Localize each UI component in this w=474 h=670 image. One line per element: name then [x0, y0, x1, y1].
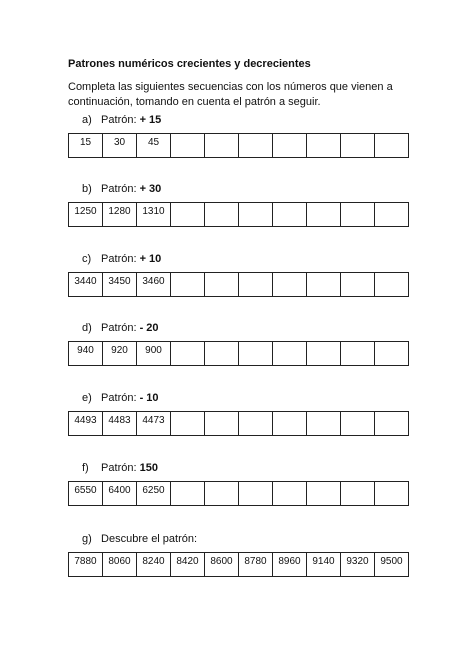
- pattern-value: + 10: [139, 253, 162, 265]
- instructions-line-2: continuación, tomando en cuenta el patrón a seguir.: [68, 96, 321, 108]
- sequence-cell: [137, 553, 171, 577]
- cell-value: [171, 482, 204, 484]
- pattern-value: 150: [139, 462, 158, 474]
- cell-value: 6400: [108, 485, 131, 496]
- pattern-label: Patrón:: [98, 462, 140, 474]
- cell-value: 8960: [278, 556, 301, 567]
- cell-value: 15: [79, 137, 92, 148]
- blank-answer-cell[interactable]: [171, 134, 205, 158]
- sequence-row: [69, 553, 409, 577]
- sequence-cell: [137, 482, 171, 506]
- sequence-row: [69, 412, 409, 436]
- pattern-label: Patrón:: [98, 183, 140, 195]
- exercise-label: [82, 114, 161, 126]
- sequence-cell: [137, 412, 171, 436]
- exercise-label: [82, 462, 158, 474]
- blank-answer-cell[interactable]: [307, 203, 341, 227]
- exercise-label: [82, 322, 159, 334]
- cell-value: [205, 273, 238, 275]
- cell-value: [171, 134, 204, 136]
- cell-value: [273, 203, 306, 205]
- cell-value: [341, 482, 374, 484]
- cell-value: 8420: [176, 556, 199, 567]
- exercise-letter: e): [82, 392, 92, 404]
- blank-answer-cell[interactable]: [171, 342, 205, 366]
- cell-value: [205, 412, 238, 414]
- sequence-cell: [137, 342, 171, 366]
- exercise-letter: g): [82, 533, 92, 545]
- cell-value: 1310: [142, 206, 165, 217]
- pattern-label: Patrón:: [98, 392, 140, 404]
- cell-value: 4473: [142, 415, 165, 426]
- exercise-label: [82, 253, 161, 265]
- cell-value: 3450: [108, 276, 131, 287]
- instructions-line-1: Completa las siguientes secuencias con los números que vienen a: [68, 81, 393, 93]
- cell-value: 6550: [74, 485, 97, 496]
- sequence-cell: [103, 553, 137, 577]
- cell-value: [307, 482, 340, 484]
- blank-answer-cell[interactable]: [341, 342, 375, 366]
- sequence-table: [68, 202, 409, 227]
- blank-answer-cell[interactable]: [239, 134, 273, 158]
- blank-answer-cell[interactable]: [307, 342, 341, 366]
- cell-value: [273, 482, 306, 484]
- sequence-cell: [171, 553, 205, 577]
- pattern-value: + 15: [139, 114, 162, 126]
- pattern-value: - 10: [139, 392, 159, 404]
- cell-value: 30: [113, 137, 126, 148]
- blank-answer-cell[interactable]: [341, 412, 375, 436]
- blank-answer-cell[interactable]: [205, 273, 239, 297]
- blank-answer-cell[interactable]: [205, 412, 239, 436]
- blank-answer-cell[interactable]: [273, 273, 307, 297]
- sequence-cell: [273, 553, 307, 577]
- cell-value: [239, 482, 272, 484]
- blank-answer-cell[interactable]: [375, 482, 409, 506]
- cell-value: 8600: [210, 556, 233, 567]
- blank-answer-cell[interactable]: [273, 134, 307, 158]
- cell-value: 8240: [142, 556, 165, 567]
- blank-answer-cell[interactable]: [205, 134, 239, 158]
- exercise-label: [82, 183, 161, 195]
- blank-answer-cell[interactable]: [307, 412, 341, 436]
- sequence-cell: [137, 134, 171, 158]
- blank-answer-cell[interactable]: [239, 342, 273, 366]
- cell-value: [341, 342, 374, 344]
- blank-answer-cell[interactable]: [375, 203, 409, 227]
- cell-value: 1250: [74, 206, 97, 217]
- cell-value: [341, 273, 374, 275]
- sequence-cell: [103, 482, 137, 506]
- blank-answer-cell[interactable]: [205, 482, 239, 506]
- blank-answer-cell[interactable]: [375, 412, 409, 436]
- blank-answer-cell[interactable]: [273, 482, 307, 506]
- sequence-cell: [103, 134, 137, 158]
- sequence-table: [68, 133, 409, 158]
- cell-value: [375, 273, 408, 275]
- blank-answer-cell[interactable]: [171, 273, 205, 297]
- cell-value: 8780: [244, 556, 267, 567]
- sequence-cell: [69, 412, 103, 436]
- pattern-value: + 30: [139, 183, 162, 195]
- cell-value: [307, 203, 340, 205]
- exercise-label: [82, 392, 159, 404]
- cell-value: [307, 342, 340, 344]
- exercise-letter: b): [82, 183, 92, 195]
- blank-answer-cell[interactable]: [273, 412, 307, 436]
- sequence-cell: [69, 273, 103, 297]
- cell-value: [375, 412, 408, 414]
- cell-value: [239, 203, 272, 205]
- blank-answer-cell[interactable]: [205, 203, 239, 227]
- sequence-table: [68, 411, 409, 436]
- sequence-cell: [69, 203, 103, 227]
- cell-value: [375, 482, 408, 484]
- pattern-label: Patrón:: [98, 253, 140, 265]
- blank-answer-cell[interactable]: [307, 134, 341, 158]
- cell-value: 45: [147, 137, 160, 148]
- sequence-cell: [375, 553, 409, 577]
- cell-value: [205, 203, 238, 205]
- sequence-cell: [137, 273, 171, 297]
- sequence-cell: [307, 553, 341, 577]
- exercise-letter: a): [82, 114, 92, 126]
- blank-answer-cell[interactable]: [375, 273, 409, 297]
- sequence-row: [69, 273, 409, 297]
- cell-value: 940: [77, 345, 94, 356]
- sequence-row: [69, 203, 409, 227]
- blank-answer-cell[interactable]: [375, 134, 409, 158]
- sequence-cell: [69, 134, 103, 158]
- page-title: Patrones numéricos crecientes y decrecientes: [68, 58, 311, 70]
- sequence-row: [69, 134, 409, 158]
- pattern-label: Patrón:: [98, 114, 140, 126]
- cell-value: 4483: [108, 415, 131, 426]
- cell-value: [375, 203, 408, 205]
- blank-answer-cell[interactable]: [205, 342, 239, 366]
- cell-value: [273, 412, 306, 414]
- sequence-cell: [137, 203, 171, 227]
- pattern-value: - 20: [139, 322, 159, 334]
- exercise-letter: c): [82, 253, 92, 265]
- blank-answer-cell[interactable]: [239, 482, 273, 506]
- blank-answer-cell[interactable]: [307, 273, 341, 297]
- cell-value: [307, 134, 340, 136]
- cell-value: 920: [111, 345, 128, 356]
- sequence-row: [69, 482, 409, 506]
- sequence-table: [68, 552, 409, 577]
- blank-answer-cell[interactable]: [273, 203, 307, 227]
- cell-value: 900: [145, 345, 162, 356]
- cell-value: 9140: [312, 556, 335, 567]
- blank-answer-cell[interactable]: [171, 203, 205, 227]
- cell-value: 8060: [108, 556, 131, 567]
- sequence-cell: [341, 553, 375, 577]
- sequence-table: [68, 341, 409, 366]
- sequence-table: [68, 272, 409, 297]
- exercise-letter: d): [82, 322, 92, 334]
- blank-answer-cell[interactable]: [171, 482, 205, 506]
- blank-answer-cell[interactable]: [239, 412, 273, 436]
- cell-value: [171, 203, 204, 205]
- cell-value: [171, 412, 204, 414]
- cell-value: 6250: [142, 485, 165, 496]
- cell-value: 7880: [74, 556, 97, 567]
- cell-value: [239, 412, 272, 414]
- cell-value: [171, 342, 204, 344]
- blank-answer-cell[interactable]: [273, 342, 307, 366]
- cell-value: [341, 134, 374, 136]
- cell-value: [205, 482, 238, 484]
- sequence-cell: [103, 412, 137, 436]
- blank-answer-cell[interactable]: [239, 203, 273, 227]
- pattern-label: Descubre el patrón:: [98, 533, 198, 545]
- cell-value: [307, 273, 340, 275]
- cell-value: 4493: [74, 415, 97, 426]
- pattern-label: Patrón:: [98, 322, 140, 334]
- sequence-cell: [69, 482, 103, 506]
- blank-answer-cell[interactable]: [307, 482, 341, 506]
- blank-answer-cell[interactable]: [375, 342, 409, 366]
- cell-value: [239, 342, 272, 344]
- blank-answer-cell[interactable]: [171, 412, 205, 436]
- sequence-cell: [69, 342, 103, 366]
- sequence-cell: [239, 553, 273, 577]
- sequence-row: [69, 342, 409, 366]
- blank-answer-cell[interactable]: [341, 482, 375, 506]
- cell-value: [273, 273, 306, 275]
- cell-value: [205, 342, 238, 344]
- cell-value: [341, 203, 374, 205]
- sequence-cell: [69, 553, 103, 577]
- blank-answer-cell[interactable]: [239, 273, 273, 297]
- exercise-label: [82, 533, 197, 545]
- cell-value: [375, 134, 408, 136]
- cell-value: 9500: [380, 556, 403, 567]
- cell-value: 1280: [108, 206, 131, 217]
- instructions: [68, 80, 428, 110]
- sequence-table: [68, 481, 409, 506]
- cell-value: [341, 412, 374, 414]
- cell-value: [273, 134, 306, 136]
- blank-answer-cell[interactable]: [341, 273, 375, 297]
- blank-answer-cell[interactable]: [341, 134, 375, 158]
- cell-value: [239, 273, 272, 275]
- exercise-letter: f): [82, 462, 89, 474]
- blank-answer-cell[interactable]: [341, 203, 375, 227]
- cell-value: [375, 342, 408, 344]
- cell-value: 9320: [346, 556, 369, 567]
- cell-value: 3440: [74, 276, 97, 287]
- sequence-cell: [103, 342, 137, 366]
- sequence-cell: [205, 553, 239, 577]
- cell-value: [239, 134, 272, 136]
- cell-value: [307, 412, 340, 414]
- sequence-cell: [103, 273, 137, 297]
- cell-value: [205, 134, 238, 136]
- cell-value: [273, 342, 306, 344]
- cell-value: [171, 273, 204, 275]
- cell-value: 3460: [142, 276, 165, 287]
- sequence-cell: [103, 203, 137, 227]
